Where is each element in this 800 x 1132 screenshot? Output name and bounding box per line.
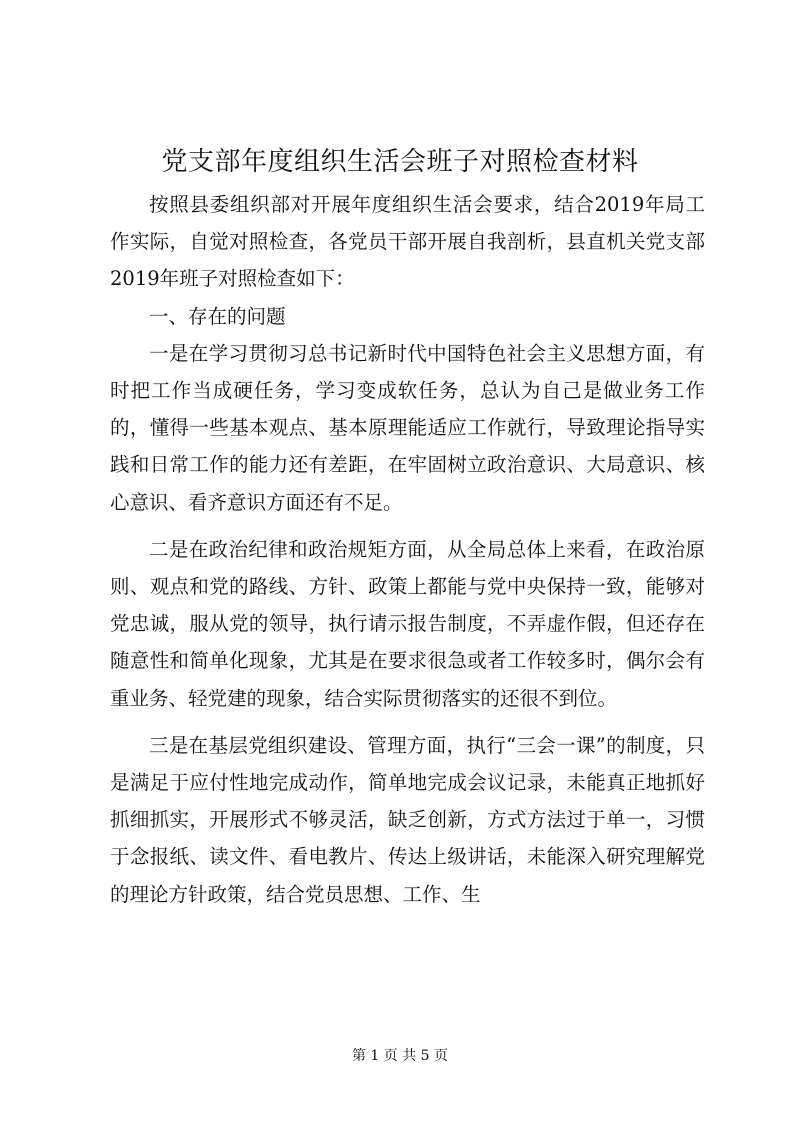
problem-paragraph-3: 三是在基层党组织建设、管理方面，执行“三会一课”的制度，只是满足于应付性地完成动作，简单地完成会议记录，未能真正地抓好抓细抓实，开展形式不够灵活，缺乏创新，方式方法过于单一，习惯于念报纸、读文件、看电教片、传达上级讲话，未能深入研究理解党的理论方针政策，结合党员思想、工作、生 [110, 733, 705, 906]
section-heading-problems: 一、存在的问题 [149, 304, 286, 328]
document-body [110, 186, 705, 913]
intro-paragraph: 按照县委组织部对开展年度组织生活会要求，结合2019年局工作实际，自觉对照检查，各党员干部开展自我剖析，县直机关党支部2019年班子对照检查如下： [110, 193, 705, 291]
problem-paragraph-2: 二是在政治纪律和政治规矩方面，从全局总体上来看，在政治原则、观点和党的路线、方针、政策上都能与党中央保持一致，能够对党忠诚，服从党的领导，执行请示报告制度，不弄虚作假，但还存在随意性和简单化现象，尤其是在要求很急或者工作较多时，偶尔会有重业务、轻党建的现象，结合实际贯彻落实的还很不到位。 [110, 537, 705, 710]
page-number-footer: 第 1 页 共 5 页 [351, 1048, 449, 1064]
document-title: 党支部年度组织生活会班子对照检查材料 [161, 147, 639, 177]
problem-paragraph-1: 一是在学习贯彻习总书记新时代中国特色社会主义思想方面，有时把工作当成硬任务，学习变成软任务，总认为自己是做业务工作的，懂得一些基本观点、基本原理能适应工作就行，导致理论指导实践和日常工作的能力还有差距，在牢固树立政治意识、大局意识、核心意识、看齐意识方面还有不足。 [110, 341, 705, 514]
